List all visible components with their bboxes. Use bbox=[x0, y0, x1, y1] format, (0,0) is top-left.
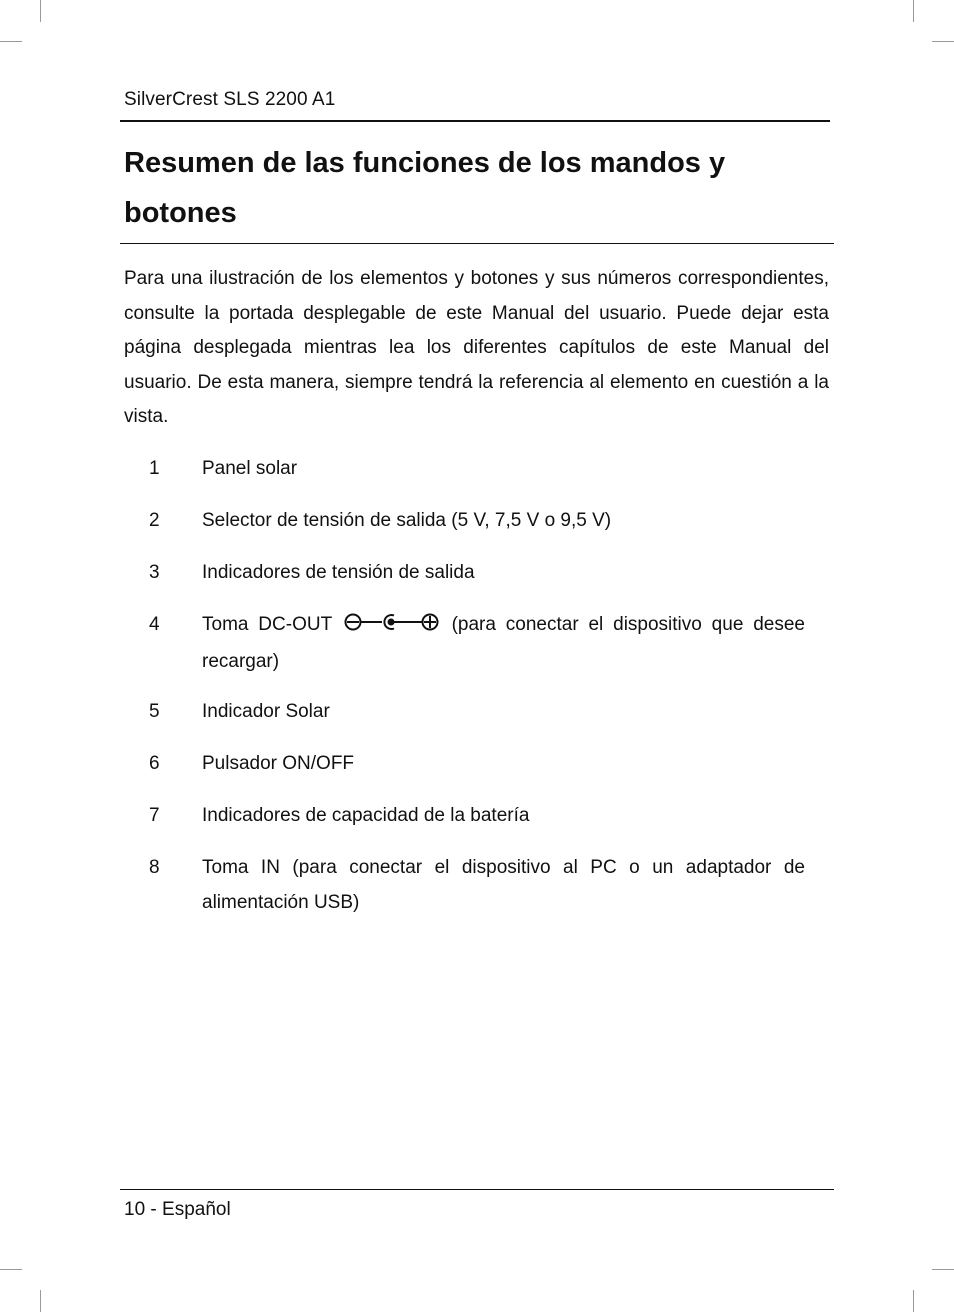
dc-polarity-icon bbox=[344, 610, 440, 645]
running-header: SilverCrest SLS 2200 A1 bbox=[124, 89, 336, 110]
item-text: Indicadores de tensión de salida bbox=[202, 562, 475, 583]
item-number: 5 bbox=[149, 701, 160, 722]
item-number: 7 bbox=[149, 805, 160, 826]
item-text: Selector de tensión de salida (5 V, 7,5 V o 9,5 V) bbox=[202, 510, 612, 531]
item-text-before: Toma DC-OUT bbox=[202, 614, 332, 635]
crop-mark bbox=[40, 0, 41, 22]
item-text-after: (para conectar el dispositivo que desee recargar) bbox=[202, 614, 806, 672]
page-title: Resumen de las funciones de los mandos y botones bbox=[124, 147, 726, 229]
item-number: 2 bbox=[149, 510, 160, 531]
crop-mark bbox=[932, 41, 954, 42]
crop-mark bbox=[913, 0, 914, 22]
item-number: 8 bbox=[149, 857, 160, 878]
footer-rule bbox=[120, 1189, 834, 1190]
crop-mark bbox=[913, 1290, 914, 1312]
item-text: Pulsador ON/OFF bbox=[202, 753, 355, 774]
crop-mark bbox=[0, 41, 22, 42]
item-number: 6 bbox=[149, 753, 160, 774]
item-text: Toma IN (para conectar el dispositivo al PC o un adaptador de alimentación USB) bbox=[202, 857, 805, 913]
intro-paragraph: Para una ilustración de los elementos y botones y sus números correspondientes, consulte la portada desplegable de este Manual del usuario. Puede dejar esta página desplegada mientras lea los diferentes capítulos de este Manual del usuario. De esta manera, siempre tendrá la referencia al elemento en cuestión a la vista. bbox=[124, 268, 829, 427]
item-text: Indicadores de capacidad de la batería bbox=[202, 805, 530, 826]
crop-mark bbox=[40, 1290, 41, 1312]
item-text bbox=[202, 608, 805, 679]
crop-mark bbox=[932, 1269, 954, 1270]
crop-mark bbox=[0, 1269, 22, 1270]
item-text: Panel solar bbox=[202, 458, 298, 479]
title-rule bbox=[120, 243, 834, 244]
item-number: 4 bbox=[149, 614, 160, 635]
header-rule bbox=[120, 120, 830, 122]
item-text: Indicador Solar bbox=[202, 701, 330, 722]
item-number: 3 bbox=[149, 562, 160, 583]
page-footer: 10 - Español bbox=[124, 1199, 231, 1220]
item-number: 1 bbox=[149, 458, 160, 479]
